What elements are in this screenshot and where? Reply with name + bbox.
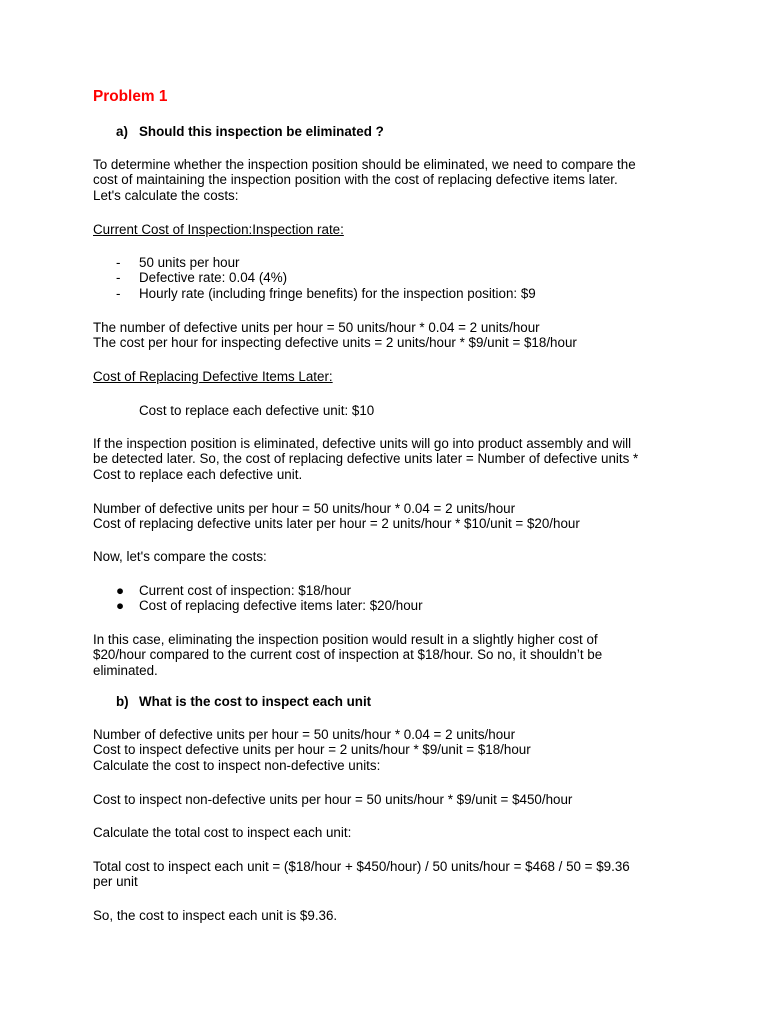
part-b-heading bbox=[116, 694, 371, 709]
text-line: eliminated. bbox=[93, 662, 158, 678]
part-b-marker: b) bbox=[116, 694, 129, 709]
text-line: Calculate the cost to inspect non-defective units: bbox=[93, 757, 381, 773]
text-line: Total cost to inspect each unit = ($18/hour + $450/hour) / 50 units/hour = $468 / 50 = $9.36 bbox=[93, 859, 630, 874]
part-a-conclusion bbox=[93, 632, 683, 678]
text-line: Cost of replacing defective units later per hour = 2 units/hour * $10/unit = $20/hour bbox=[93, 516, 580, 532]
compare-intro: Now, let's compare the costs: bbox=[93, 549, 267, 564]
list-item: ● Current cost of inspection: $18/hour bbox=[116, 583, 352, 598]
nondefective-cost: Cost to inspect non-defective units per hour = 50 units/hour * $9/unit = $450/hour bbox=[93, 792, 573, 807]
text-line: cost of maintaining the inspection position with the cost of replacing defective items later. bbox=[93, 172, 618, 188]
replace-cost-heading: Cost of Replacing Defective Items Later: bbox=[93, 369, 333, 384]
part-a-heading-text: Should this inspection be eliminated ? bbox=[139, 124, 384, 139]
dash-marker: - bbox=[116, 270, 121, 286]
part-a-marker: a) bbox=[116, 124, 128, 139]
replace-explanation bbox=[93, 436, 683, 482]
total-cost-intro: Calculate the total cost to inspect each unit: bbox=[93, 825, 352, 840]
text-line: To determine whether the inspection position should be eliminated, we need to compare the bbox=[93, 157, 636, 172]
text-line: The cost per hour for inspecting defective units = 2 units/hour * $9/unit = $18/hour bbox=[93, 335, 577, 351]
text-line: per unit bbox=[93, 874, 138, 890]
final-answer: So, the cost to inspect each unit is $9.36. bbox=[93, 908, 338, 923]
dash-marker: - bbox=[116, 255, 121, 270]
text-line: Number of defective units per hour = 50 units/hour * 0.04 = 2 units/hour bbox=[93, 501, 516, 516]
text-line: Cost to replace each defective unit. bbox=[93, 466, 303, 482]
dash-marker: - bbox=[116, 285, 121, 301]
text-line: In this case, eliminating the inspection position would result in a slightly higher cost of bbox=[93, 632, 598, 647]
text-line: Cost to inspect defective units per hour = 2 units/hour * $9/unit = $18/hour bbox=[93, 742, 531, 758]
part-a-intro bbox=[93, 157, 683, 203]
current-cost-heading: Current Cost of Inspection:Inspection rate: bbox=[93, 222, 344, 237]
bullet-marker: ● bbox=[116, 583, 125, 598]
compare-list bbox=[116, 583, 423, 614]
list-item: - 50 units per hour bbox=[116, 255, 240, 270]
current-cost-calculation bbox=[93, 320, 683, 351]
text-line: be detected later. So, the cost of replacing defective units later = Number of defective units * bbox=[93, 451, 639, 467]
list-item: ● Cost of replacing defective items later: $20/hour bbox=[116, 598, 423, 614]
part-b-heading-text: What is the cost to inspect each unit bbox=[139, 694, 372, 709]
text-line: $20/hour compared to the current cost of inspection at $18/hour. So no, it shouldn’t be bbox=[93, 647, 603, 663]
text-line: If the inspection position is eliminated, defective units will go into product assembly and will bbox=[93, 436, 632, 451]
text-line: Let's calculate the costs: bbox=[93, 187, 239, 203]
part-b-calculation bbox=[93, 727, 683, 773]
current-cost-list bbox=[116, 255, 536, 301]
replace-each-cost: Cost to replace each defective unit: $10 bbox=[139, 403, 375, 418]
part-a-heading bbox=[116, 124, 384, 139]
text-line: Number of defective units per hour = 50 units/hour * 0.04 = 2 units/hour bbox=[93, 727, 516, 742]
text-line: The number of defective units per hour = 50 units/hour * 0.04 = 2 units/hour bbox=[93, 320, 540, 335]
list-item: - Defective rate: 0.04 (4%) bbox=[116, 270, 288, 286]
bullet-marker: ● bbox=[116, 598, 125, 614]
total-cost-calculation bbox=[93, 859, 683, 890]
page-title: Problem 1 bbox=[93, 88, 168, 105]
replace-calculation bbox=[93, 501, 683, 532]
list-item: - Hourly rate (including fringe benefits) for the inspection position: $9 bbox=[116, 285, 536, 301]
